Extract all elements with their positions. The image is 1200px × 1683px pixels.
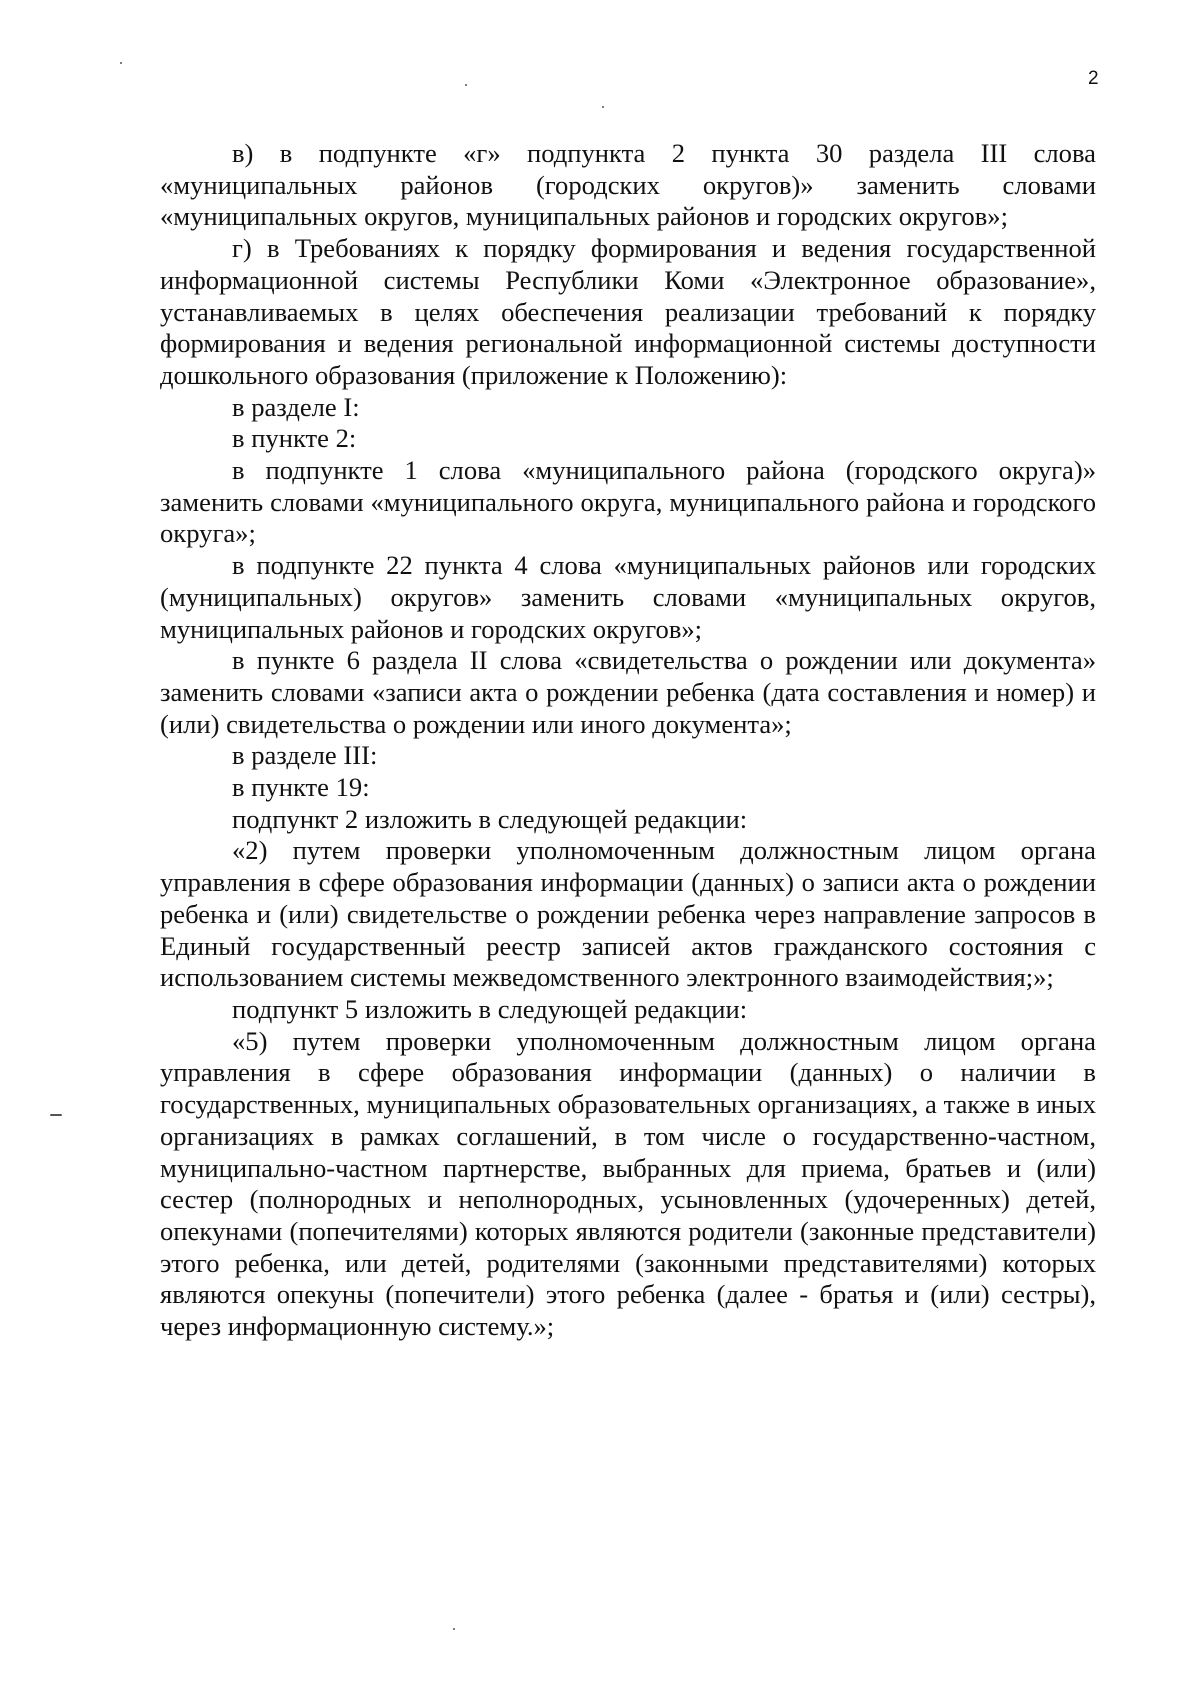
scan-speck bbox=[50, 1114, 62, 1116]
document-body bbox=[160, 138, 1096, 1343]
page-number: 2 bbox=[1088, 68, 1099, 89]
paragraph-section-3: в разделе III: bbox=[232, 740, 378, 771]
scan-speck bbox=[453, 1628, 455, 1630]
paragraph-section-1: в разделе I: bbox=[232, 391, 360, 422]
scan-speck bbox=[120, 62, 122, 64]
paragraph-subitem-5-text: «5) путем проверки уполномоченным должностным лицом органа управления в сфере образования информации (данных) о наличии в государственных, муниципальных образовательных организациях, а также в иных организациях в рамках соглашений, в том числе о государственно-частном, муниципально-частном партнерстве, выбранных для приема, братьев и (или) сестер (полнородных и неполнородных, усыновленных (удочеренных) детей, опекунами (попечителями) которых являются родители (законные представители) этого ребенка, или детей, родителями (законными представителями) которых являются опекуны (попечители) этого ребенка (далее - братья и (или) сестры), через информационную систему.»; bbox=[160, 1025, 1096, 1342]
paragraph-subitem-2-intro: подпункт 2 изложить в следующей редакции: bbox=[232, 803, 748, 834]
paragraph-v: в) в подпункте «г» подпункта 2 пункта 30 раздела III слова «муниципальных районов (городских округов)» заменить словами «муниципальных округов, муниципальных районов и городских округов»; bbox=[160, 138, 1096, 232]
paragraph-item-6: в пункте 6 раздела II слова «свидетельства о рождении или документа» заменить словами «записи акта о рождении ребенка (дата составления и номер) и (или) свидетельства о рождении или иного документа»; bbox=[160, 645, 1096, 739]
paragraph-item-2: в пункте 2: bbox=[232, 423, 357, 454]
scan-speck bbox=[602, 106, 604, 108]
paragraph-subitem-1: в подпункте 1 слова «муниципального района (городского округа)» заменить словами «муниципального округа, муниципального района и городского округа»; bbox=[160, 455, 1096, 549]
scan-speck bbox=[465, 84, 467, 86]
paragraph-subitem-22: в подпункте 22 пункта 4 слова «муниципальных районов или городских (муниципальных) округов» заменить словами «муниципальных округов, муниципальных районов и городских округов»; bbox=[160, 550, 1096, 644]
paragraph-item-19: в пункте 19: bbox=[232, 772, 370, 803]
paragraph-subitem-2-text: «2) путем проверки уполномоченным должностным лицом органа управления в сфере образования информации (данных) о записи акта о рождении ребенка и (или) свидетельстве о рождении ребенка через направление запросов в Единый государственный реестр записей актов гражданского состояния с использованием системы межведомственного электронного взаимодействия;»; bbox=[160, 835, 1096, 993]
paragraph-subitem-5-intro: подпункт 5 изложить в следующей редакции: bbox=[232, 993, 748, 1024]
paragraph-g: г) в Требованиях к порядку формирования и ведения государственной информационной системы Республики Коми «Электронное образование», устанавливаемых в целях обеспечения реализации требований к порядку формирования и ведения региональной информационной системы доступности дошкольного образования (приложение к Положению): bbox=[160, 233, 1096, 390]
